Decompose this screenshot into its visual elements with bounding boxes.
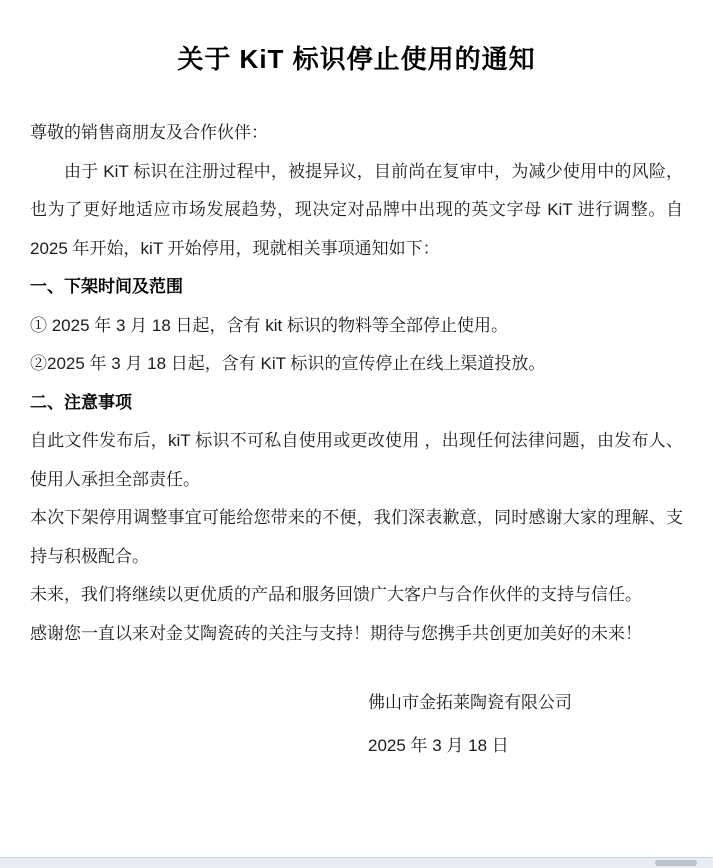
signature-block [368, 683, 628, 769]
horizontal-scrollbar[interactable] [0, 857, 713, 868]
section2-heading: 二、注意事项 [30, 392, 132, 412]
section1-heading: 一、下架时间及范围 [30, 277, 183, 296]
document-title: 关于 KiT 标识停止使用的通知 [177, 44, 536, 74]
signature-date: 2025 年 3 月 18 日 [368, 736, 509, 755]
greeting-line: 尊敬的销售商朋友及合作伙伴： [30, 123, 268, 142]
intro-paragraph: 由于 KiT 标识在注册过程中，被提异议，目前尚在复审中，为减少使用中的风险，也为了更好地适应市场发展趋势，现决定对品牌中出现的英文字母 KiT 进行调整。自 2025 年开始，kiT 开始停用，现就相关事项通知如下： [30, 161, 683, 258]
horizontal-scrollbar-thumb[interactable] [655, 860, 697, 866]
section2-paragraph-2: 本次下架停用调整事宜可能给您带来的不便，我们深表歉意，同时感谢大家的理解、支持与积极配合。 [30, 508, 683, 566]
section2-paragraph-4: 感谢您一直以来对金艾陶瓷砖的关注与支持！期待与您携手共创更加美好的未来！ [30, 623, 642, 643]
section1-item-1: ① 2025 年 3 月 18 日起，含有 kit 标识的物料等全部停止使用。 [30, 315, 508, 335]
section2-paragraph-1: 自此文件发布后，kiT 标识不可私自使用或更改使用 ，出现任何法律问题，由发布人、使用人承担全部责任。 [30, 431, 683, 489]
section2-paragraph-3: 未来，我们将继续以更优质的产品和服务回馈广大客户与合作伙伴的支持与信任。 [30, 585, 642, 604]
signature-company: 佛山市金拓莱陶瓷有限公司 [368, 693, 572, 712]
section1-item-2: ②2025 年 3 月 18 日起，含有 KiT 标识的宣传停止在线上渠道投放。 [30, 354, 546, 373]
